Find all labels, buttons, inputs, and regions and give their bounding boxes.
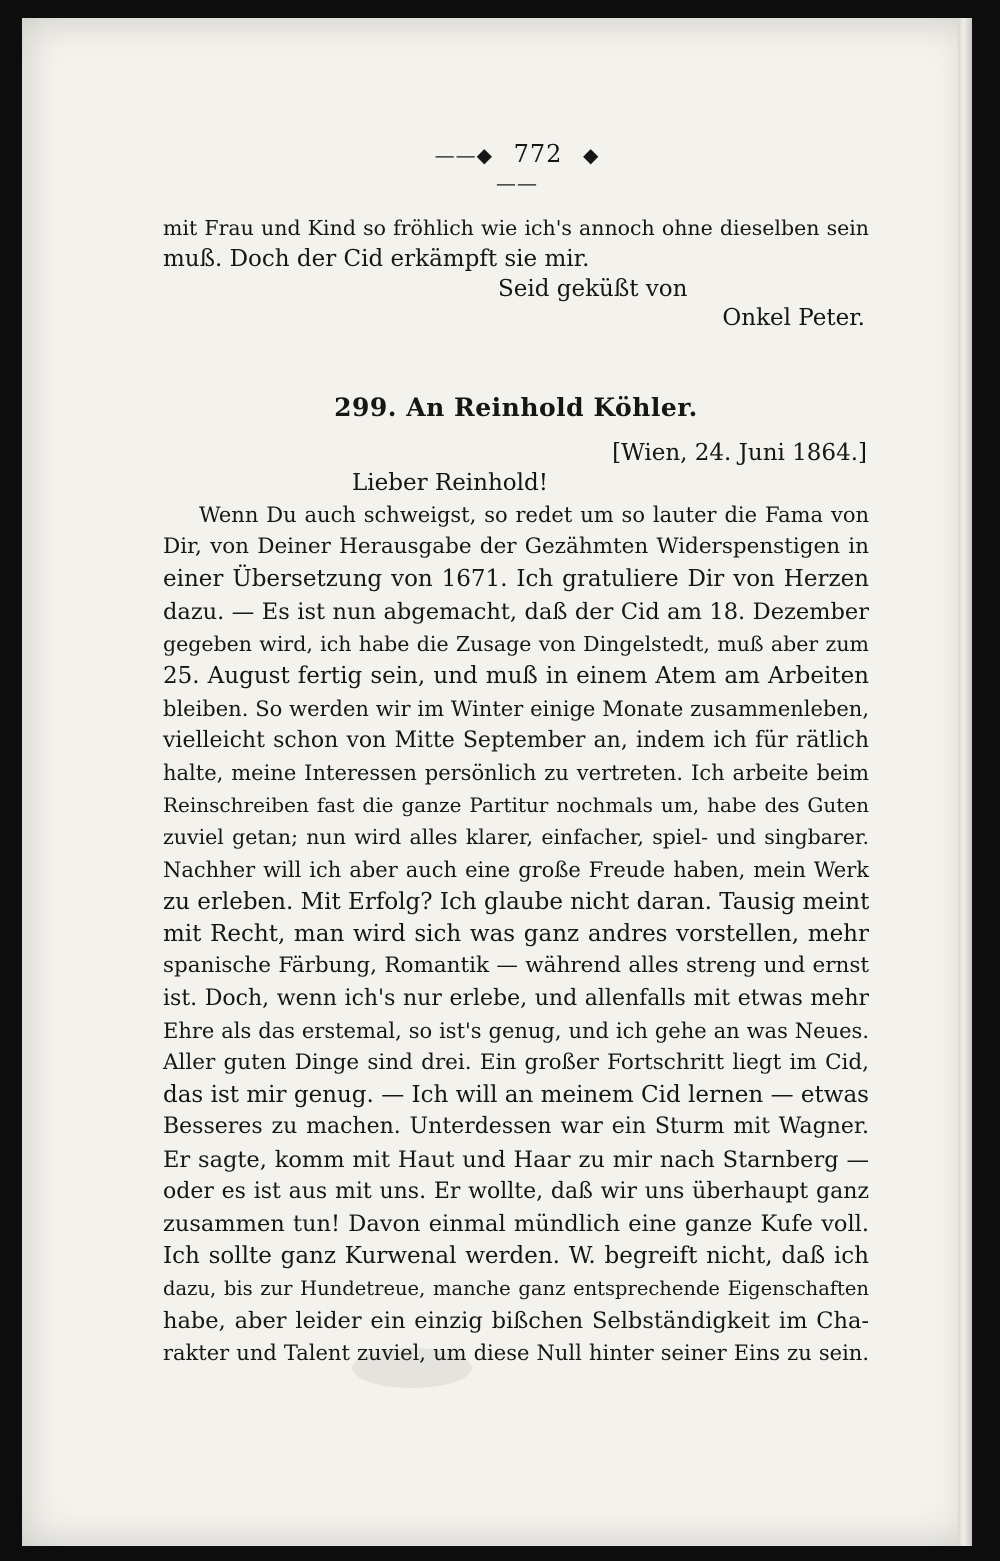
letter-heading: 299. An Reinhold Köhler. [334,393,698,422]
body-line: zu erleben. Mit Erfolg? Ich glaube nicht daran. Tausig meint [163,889,870,915]
page-number: 772 [513,140,563,168]
letter-salutation: Lieber Reinhold! [352,470,548,496]
body-line: zuviel getan; nun wird alles klarer, einfacher, spiel- und singbarer. [163,825,869,849]
body-line: 25. August fertig sein, und muß in einem Atem am Arbeiten [163,663,869,689]
ornament-left: ——◆ [434,143,493,167]
body-line: Reinschreiben fast die ganze Partitur nochmals um, habe des Guten [163,793,869,817]
body-line: Nachher will ich aber auch eine große Freude haben, mein Werk [163,858,869,882]
body-line: oder es ist aus mit uns. Er wollte, daß wir uns überhaupt ganz [163,1179,869,1204]
ornament-right: ◆—— [496,143,600,195]
page-edge [958,18,972,1546]
letter-dateline: [Wien, 24. Juni 1864.] [612,440,867,466]
body-line: Ehre als das erstemal, so ist's genug, und ich gehe an was Neues. [163,1019,869,1043]
closing-greeting: Seid geküßt von [498,276,688,302]
continuation-line: mit Frau und Kind so fröhlich wie ich's annoch ohne dieselben sein [163,216,869,240]
body-line: dazu. — Es ist nun abgemacht, daß der Cid am 18. Dezember [163,599,869,625]
body-line: Ich sollte ganz Kurwenal werden. W. begreift nicht, daß ich [163,1243,869,1269]
closing-signature: Onkel Peter. [722,305,865,331]
body-line: habe, aber leider ein einzig bißchen Selbständigkeit im Cha- [163,1308,869,1334]
body-line: gegeben wird, ich habe die Zusage von Dingelstedt, muß aber zum [163,632,869,656]
page-number-header [422,140,612,196]
body-line: einer Übersetzung von 1671. Ich gratuliere Dir von Herzen [163,566,869,592]
body-line: Er sagte, komm mit Haut und Haar zu mir nach Starnberg — [163,1147,869,1173]
body-line: Dir, von Deiner Herausgabe der Gezähmten Widerspenstigen in [163,534,869,559]
body-line: vielleicht schon von Mitte September an, indem ich für rätlich [163,728,869,753]
body-line: Wenn Du auch schweigst, so redet um so lauter die Fama von [199,503,869,527]
body-line: Besseres zu machen. Unterdessen war ein Sturm mit Wagner. [163,1114,869,1139]
body-line: halte, meine Interessen persönlich zu vertreten. Ich arbeite beim [163,761,869,785]
body-line: spanische Färbung, Romantik — während alles streng und ernst [163,953,869,978]
body-line: ist. Doch, wenn ich's nur erlebe, und allenfalls mit etwas mehr [163,986,869,1011]
body-line: mit Recht, man wird sich was ganz andres vorstellen, mehr [163,921,869,947]
continuation-line: muß. Doch der Cid erkämpft sie mir. [163,246,590,272]
book-page [22,18,972,1546]
body-line: rakter und Talent zuviel, um diese Null hinter seiner Eins zu sein. [163,1341,869,1365]
body-line: das ist mir genug. — Ich will an meinem Cid lernen — etwas [163,1082,869,1108]
body-line: zusammen tun! Davon einmal mündlich eine ganze Kufe voll. [163,1211,869,1237]
body-line: Aller guten Dinge sind drei. Ein großer Fortschritt liegt im Cid, [163,1050,869,1075]
body-line: bleiben. So werden wir im Winter einige Monate zusammenleben, [163,697,869,721]
body-line: dazu, bis zur Hundetreue, manche ganz entsprechende Eigenschaften [163,1277,869,1300]
